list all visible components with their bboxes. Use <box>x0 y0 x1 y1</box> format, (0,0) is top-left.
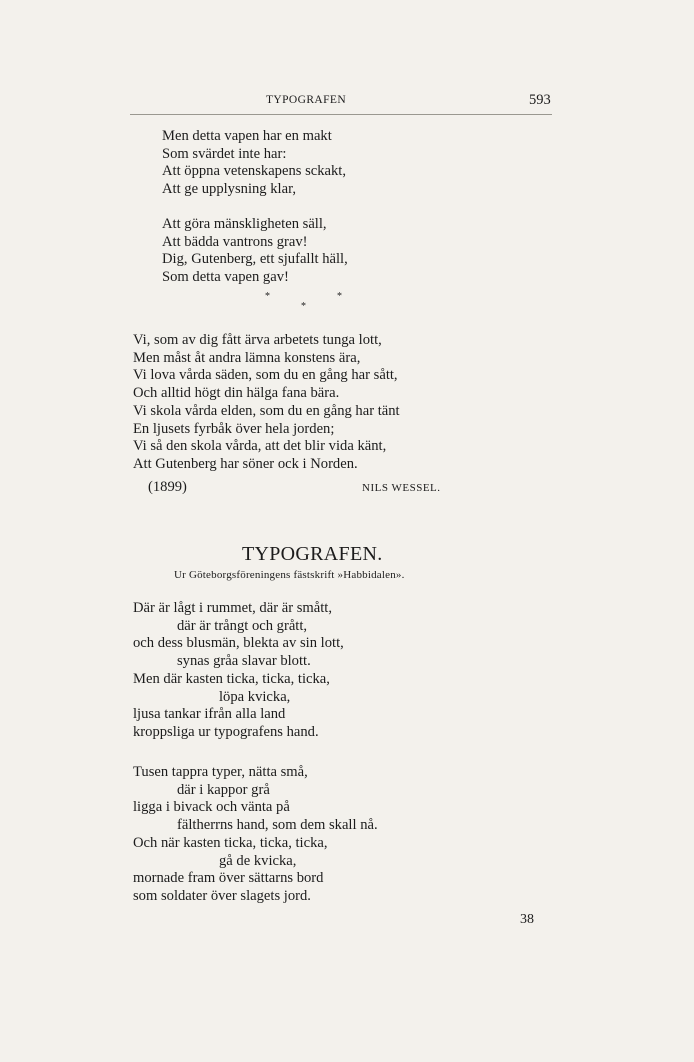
poem-line: Att öppna vetenskapens sckakt, <box>162 163 346 180</box>
poem-line: Att bädda vantrons grav! <box>162 233 308 250</box>
poem-line: Att Gutenberg har söner ock i Norden. <box>133 455 358 472</box>
poem-line-indented: fältherrns hand, som dem skall nå. <box>177 817 378 834</box>
poem-line: Som svärdet inte har: <box>162 145 287 162</box>
poem-line: Där är lågt i rummet, där är smått, <box>133 600 332 616</box>
poem2-stanza1 <box>133 600 344 742</box>
poem-line: Men där kasten ticka, ticka, ticka, <box>133 670 330 687</box>
poem1-stanza1 <box>162 128 346 199</box>
poem-line: Som detta vapen gav! <box>162 269 289 286</box>
poem1-stanza2 <box>162 216 348 287</box>
poem-line: Och alltid högt din hälga fana bära. <box>133 385 340 402</box>
poem-line: som soldater över slagets jord. <box>133 887 311 904</box>
poem-line: Men detta vapen har en makt <box>162 128 332 144</box>
poem-line: Och när kasten ticka, ticka, ticka, <box>133 834 328 851</box>
poem-title: TYPOGRAFEN. <box>242 543 383 565</box>
asterisk-icon: * <box>301 301 306 312</box>
poem-subtitle: Ur Göteborgsföreningens fästskrift »Habbidalen». <box>174 569 405 581</box>
poem-line: En ljusets fyrbåk över hela jorden; <box>133 420 335 437</box>
poem-line: mornade fram över sättarns bord <box>133 870 324 887</box>
poem-line: Vi så den skola vårda, att det blir vida känt, <box>133 438 387 455</box>
poem-line: kroppsliga ur typografens hand. <box>133 723 319 740</box>
poem-line-indented: löpa kvicka, <box>219 688 291 705</box>
asterism-divider <box>255 290 355 314</box>
header-rule <box>130 114 552 115</box>
poem-line: och dess blusmän, blekta av sin lott, <box>133 635 344 652</box>
asterisk-icon: * <box>337 291 342 302</box>
poem-author: NILS WESSEL. <box>362 482 441 494</box>
page-number: 593 <box>529 92 551 108</box>
poem-line-indented: synas gråa slavar blott. <box>177 653 311 670</box>
poem2-stanza2 <box>133 764 378 906</box>
poem-line: Dig, Gutenberg, ett sjufallt häll, <box>162 251 348 268</box>
poem-line: Men måst åt andra lämna konstens ära, <box>133 349 361 366</box>
poem-line: Tusen tappra typer, nätta små, <box>133 764 308 780</box>
signature-mark: 38 <box>520 912 534 927</box>
poem-line: ljusa tankar ifrån alla land <box>133 706 286 723</box>
poem-line: ligga i bivack och vänta på <box>133 799 290 816</box>
poem1-stanza3 <box>133 332 400 474</box>
poem-line: Vi lova vårda säden, som du en gång har sått, <box>133 367 398 384</box>
poem-line-indented: där är trångt och grått, <box>177 617 308 634</box>
running-head: TYPOGRAFEN <box>266 94 347 106</box>
poem-line: Att göra mänskligheten säll, <box>162 216 327 232</box>
poem-line: Vi, som av dig fått ärva arbetets tunga lott, <box>133 332 382 348</box>
poem-line-indented: gå de kvicka, <box>219 852 297 869</box>
poem-line: Att ge upplysning klar, <box>162 181 296 198</box>
poem-line-indented: där i kappor grå <box>177 781 270 798</box>
poem-line: Vi skola vårda elden, som du en gång har tänt <box>133 402 400 419</box>
asterisk-icon: * <box>265 291 270 302</box>
poem-year: (1899) <box>148 479 187 495</box>
